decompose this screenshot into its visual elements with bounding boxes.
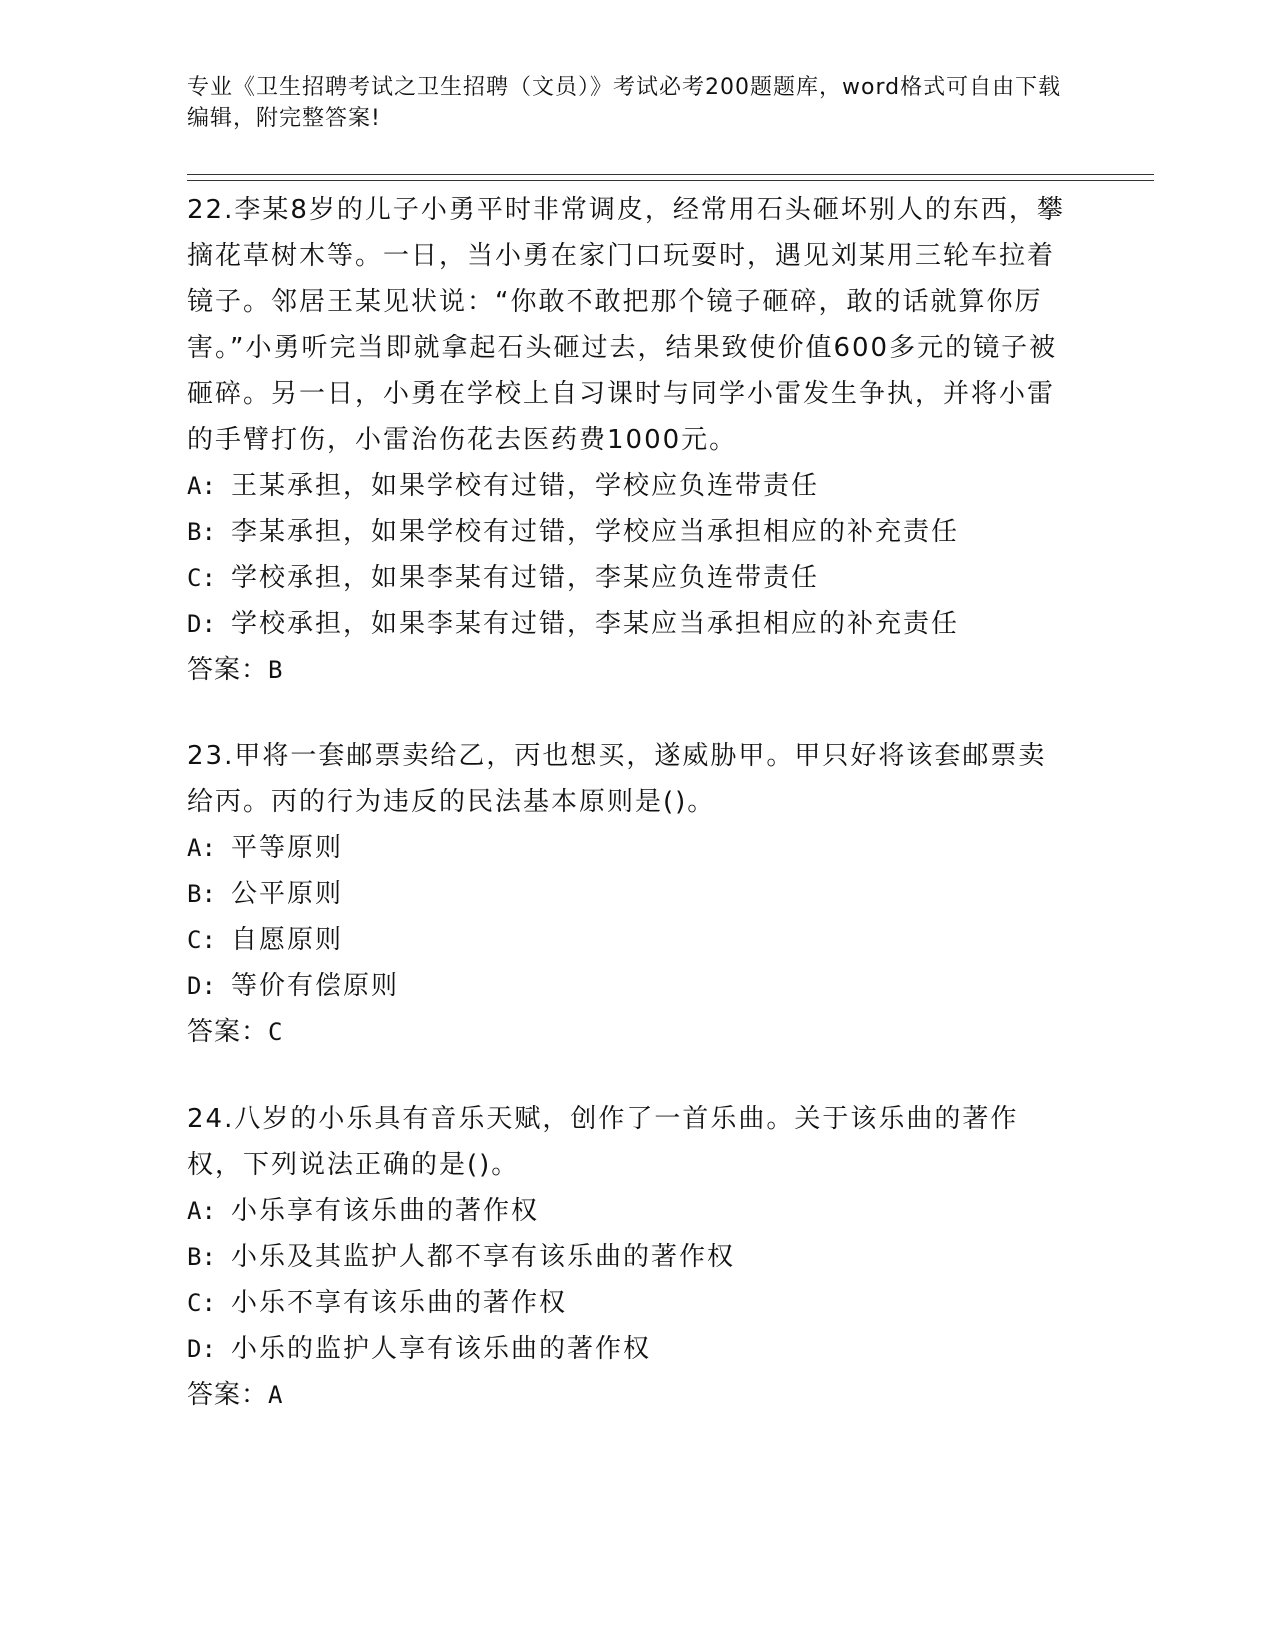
option-text: 公平原则 [231,879,344,909]
document-header: 专业《卫生招聘考试之卫生招聘（文员）》考试必考200题题库，word格式可自由下载编辑，附完整答案! [187,75,1062,131]
option-letter: B: [187,880,216,908]
option-text: 学校承担，如果李某有过错，李某应负连带责任 [231,563,820,593]
option-text: 王某承担，如果学校有过错，学校应负连带责任 [231,471,820,501]
option-letter: B: [187,518,216,546]
question-stem: 24.八岁的小乐具有音乐天赋，创作了一首乐曲。关于该乐曲的著作权，下列说法正确的是()。 [187,1104,1019,1180]
option-letter: C: [187,1289,216,1317]
option-c [187,917,1067,963]
option-d [187,963,1067,1009]
option-a [187,1188,1067,1234]
option-c [187,1280,1067,1326]
option-text: 自愿原则 [231,925,344,955]
option-text: 小乐不享有该乐曲的著作权 [231,1288,568,1318]
option-letter: D: [187,610,216,638]
option-letter: A: [187,834,216,862]
answer-line [187,647,1067,693]
option-letter: C: [187,564,216,592]
option-text: 李某承担，如果学校有过错，学校应当承担相应的补充责任 [231,517,960,547]
question-22 [187,187,1067,693]
option-letter: A: [187,1197,216,1225]
option-c [187,555,1067,601]
option-b [187,871,1067,917]
option-b [187,1234,1067,1280]
answer-value: B [268,656,284,684]
option-b [187,509,1067,555]
header-divider-top [187,174,1154,175]
question-24 [187,1096,1067,1418]
option-letter: D: [187,1335,216,1363]
header-divider-bottom [187,180,1154,181]
answer-label: 答案： [187,655,269,685]
option-a [187,463,1067,509]
question-stem: 22.李某8岁的儿子小勇平时非常调皮，经常用石头砸坏别人的东西，攀摘花草树木等。一日，当小勇在家门口玩耍时，遇见刘某用三轮车拉着镜子。邻居王某见状说：“你敢不敢把那个镜子砸碎，敢的话就算你厉害。”小勇听完当即就拿起石头砸过去，结果致使价值600多元的镜子被砸碎。另一日，小勇在学校上自习课时与同学小雷发生争执，并将小雷的手臂打伤，小雷治伤花去医药费1000元。 [187,195,1065,455]
option-d [187,1326,1067,1372]
answer-line [187,1009,1067,1055]
option-text: 等价有偿原则 [231,971,400,1001]
option-letter: B: [187,1243,216,1271]
answer-label: 答案： [187,1380,269,1410]
option-letter: D: [187,972,216,1000]
option-d [187,601,1067,647]
answer-label: 答案： [187,1017,269,1047]
option-text: 小乐的监护人享有该乐曲的著作权 [231,1334,652,1364]
question-stem: 23.甲将一套邮票卖给乙，丙也想买，遂威胁甲。甲只好将该套邮票卖给丙。丙的行为违反的民法基本原则是()。 [187,741,1047,817]
answer-line [187,1372,1067,1418]
option-letter: C: [187,926,216,954]
option-text: 平等原则 [231,833,344,863]
option-text: 小乐及其监护人都不享有该乐曲的著作权 [231,1242,736,1272]
question-23 [187,733,1067,1055]
option-a [187,825,1067,871]
answer-value: A [268,1381,284,1409]
option-letter: A: [187,472,216,500]
answer-value: C [268,1018,284,1046]
option-text: 学校承担，如果李某有过错，李某应当承担相应的补充责任 [231,609,960,639]
option-text: 小乐享有该乐曲的著作权 [231,1196,540,1226]
